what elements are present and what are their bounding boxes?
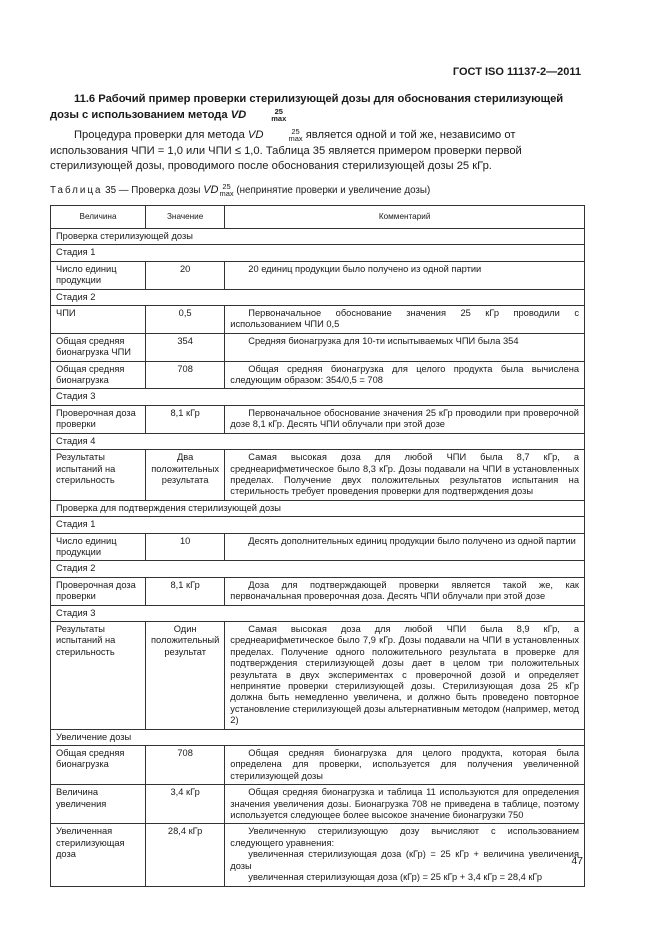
cell-quantity: ЧПИ <box>51 306 146 334</box>
header-value: Значение <box>146 206 225 229</box>
stage-heading: Стадия 1 <box>51 517 585 533</box>
cell-quantity: Величина увеличения <box>51 785 146 824</box>
cell-value: 8,1 кГр <box>146 405 225 433</box>
cell-value: Один положительный результат <box>146 621 225 729</box>
cell-comment <box>225 824 585 886</box>
table-row <box>51 245 585 261</box>
comment-text: Общая средняя бионагрузка для целого продукта, которая была определена для проверки, используется для получения увеличенной стерилизующей дозы <box>230 748 579 781</box>
method-sub: max <box>271 114 287 123</box>
cell-comment <box>225 533 585 561</box>
table-row <box>51 261 585 289</box>
intro-method-indices <box>264 128 302 142</box>
comment-text: Первоначальное обоснование значения 25 кГр проводили при проверочной дозе 8,1 кГр. Десять ЧПИ облучали при этой дозе <box>230 407 579 430</box>
group-heading: Проверка для подтверждения стерилизующей дозы <box>51 500 585 516</box>
comment-text: Увеличенную стерилизующую дозу вычисляют с использованием следующего уравнения: <box>230 826 579 848</box>
intro-method-sub: max <box>288 134 303 143</box>
table-row <box>51 533 585 561</box>
table-row <box>51 785 585 824</box>
cell-quantity: Результаты испытаний на стерильность <box>51 450 146 501</box>
cell-value: 0,5 <box>146 306 225 334</box>
table-row <box>51 289 585 305</box>
comment-text: Средняя бионагрузка для 10-ти испытываемых ЧПИ была 354 <box>248 335 519 346</box>
cell-comment <box>225 746 585 785</box>
stage-heading: Стадия 3 <box>51 389 585 405</box>
caption-method-symbol: VD <box>203 184 219 196</box>
table-row <box>51 405 585 433</box>
intro-method-sup: 25 <box>291 127 300 136</box>
comment-formula: увеличенная стерилизующая доза (кГр) = 25 кГр + величина увеличения дозы <box>230 849 579 871</box>
cell-quantity: Проверочная доза проверки <box>51 577 146 605</box>
stage-heading: Стадия 2 <box>51 561 585 577</box>
section-title <box>50 91 585 123</box>
intro-method-symbol: VD <box>247 129 264 141</box>
table-row <box>51 450 585 501</box>
table-row <box>51 361 585 389</box>
cell-quantity: Общая средняя бионагрузка <box>51 746 146 785</box>
cell-quantity: Общая средняя бионагрузка ЧПИ <box>51 333 146 361</box>
cell-comment <box>225 333 585 361</box>
cell-quantity: Увеличенная стерилизующая доза <box>51 824 146 886</box>
cell-comment <box>225 577 585 605</box>
stage-heading: Стадия 1 <box>51 245 585 261</box>
table-row <box>51 517 585 533</box>
comment-text: Общая средняя бионагрузка и таблица 11 используются для определения значения увеличения дозы. Бионагрузка 708 не приведена в таблице, поэтому используется следующее более высокое значение бионагрузки 750 <box>230 787 579 821</box>
verification-table <box>50 205 585 887</box>
document-header: ГОСТ ISO 11137-2—2011 <box>452 66 581 78</box>
method-symbol: VD <box>230 109 247 121</box>
table-row <box>51 746 585 785</box>
caption-method-indices <box>219 183 233 197</box>
comment-text: Доза для подтверждающей проверки является такой же, как первоначальная проверочная доза. Десять ЧПИ облучали при этой дозе <box>230 579 579 602</box>
table-row <box>51 824 585 886</box>
comment-text: Общая средняя бионагрузка для целого продукта была вычислена следующим образом: 354/0,5 = 708 <box>230 363 579 386</box>
cell-comment <box>225 405 585 433</box>
cell-comment <box>225 450 585 501</box>
comment-text: Первоначальное обоснование значения 25 кГр проводили с использованием ЧПИ 0,5 <box>230 308 579 330</box>
caption-number: 35 — Проверка дозы <box>102 185 204 196</box>
table-row <box>51 729 585 745</box>
cell-value: 354 <box>146 333 225 361</box>
group-heading: Увеличение дозы <box>51 729 585 745</box>
table-row <box>51 229 585 245</box>
cell-value: 20 <box>146 261 225 289</box>
comment-text: Самая высокая доза для любой ЧПИ была 8,9 кГр, а среднеарифметическое было 7,9 кГр. Дозы подавали на ЧПИ в установленных пределах. Получение одного положительного результата в проверке для подтверждения стерилизующей дозы дает в целом три положительных результата в двух экспериментах с проверочной дозой и определяет непринятие проверки стерилизующей дозы. Стерилизующая доза 25 кГр должна быть немедленно увеличена, и должно быть проведено повторное установление стерилизующей дозы альтернативным методом (например, метод 2) <box>230 623 579 726</box>
comment-text: Десять дополнительных единиц продукции было получено из одной партии <box>248 535 576 546</box>
caption-method-sup: 25 <box>222 182 231 191</box>
intro-text-2: является одной и той же, независимо от использования ЧПИ = 1,0 или ЧПИ ≤ 1,0. Таблица 35 является примером проверки первой стерилизующей дозы, проводимого после обоснования стерилизующей дозы 25 кГр. <box>50 129 522 172</box>
cell-value: Два положительных результата <box>146 450 225 501</box>
cell-quantity: Результаты испытаний на стерильность <box>51 621 146 729</box>
table-body <box>51 229 585 887</box>
cell-comment <box>225 621 585 729</box>
cell-value: 708 <box>146 746 225 785</box>
table-row <box>51 500 585 516</box>
table-row <box>51 389 585 405</box>
header-quantity: Величина <box>51 206 146 229</box>
table-row <box>51 577 585 605</box>
cell-comment <box>225 785 585 824</box>
cell-quantity: Число единиц продукции <box>51 261 146 289</box>
stage-heading: Стадия 3 <box>51 605 585 621</box>
comment-text: 20 единиц продукции было получено из одной партии <box>248 263 482 274</box>
stage-heading: Стадия 4 <box>51 433 585 449</box>
method-indices <box>247 108 286 122</box>
table-row <box>51 333 585 361</box>
caption-rest: (непринятие проверки и увеличение дозы) <box>233 185 431 196</box>
comment-text: Самая высокая доза для любой ЧПИ была 8,7 кГр, а среднеарифметическое было 8,3 кГр. Дозы подавали на ЧПИ в установленных пределах. Получение двух положительных результатов испытания на стерильность требует проведения проверки для подтверждения дозы <box>230 452 579 497</box>
table-header-row <box>51 206 585 229</box>
intro-paragraph <box>50 128 585 175</box>
cell-comment <box>225 361 585 389</box>
table-row <box>51 306 585 334</box>
comment-formula: увеличенная стерилизующая доза (кГр) = 25 кГр + 3,4 кГр = 28,4 кГр <box>248 872 543 883</box>
method-sup: 25 <box>274 107 283 116</box>
group-heading: Проверка стерилизующей дозы <box>51 229 585 245</box>
header-comment: Комментарий <box>225 206 585 229</box>
cell-comment <box>225 261 585 289</box>
table-row <box>51 605 585 621</box>
cell-value: 28,4 кГр <box>146 824 225 886</box>
intro-text-1: Процедура проверки для метода <box>74 129 248 141</box>
section-title-text: 11.6 Рабочий пример проверки стерилизующей дозы для обоснования стерилизующей дозы с использованием метода <box>50 93 564 121</box>
cell-quantity: Число единиц продукции <box>51 533 146 561</box>
cell-value: 8,1 кГр <box>146 577 225 605</box>
cell-value: 708 <box>146 361 225 389</box>
stage-heading: Стадия 2 <box>51 289 585 305</box>
page-number: 47 <box>571 855 583 867</box>
cell-value: 3,4 кГр <box>146 785 225 824</box>
cell-quantity: Проверочная доза проверки <box>51 405 146 433</box>
table-row <box>51 561 585 577</box>
table-row <box>51 621 585 729</box>
table-row <box>51 433 585 449</box>
caption-label: Таблица <box>50 185 103 196</box>
cell-comment <box>225 306 585 334</box>
table-caption <box>50 183 430 197</box>
caption-method-sub: max <box>219 189 234 198</box>
cell-quantity: Общая средняя бионагрузка <box>51 361 146 389</box>
cell-value: 10 <box>146 533 225 561</box>
